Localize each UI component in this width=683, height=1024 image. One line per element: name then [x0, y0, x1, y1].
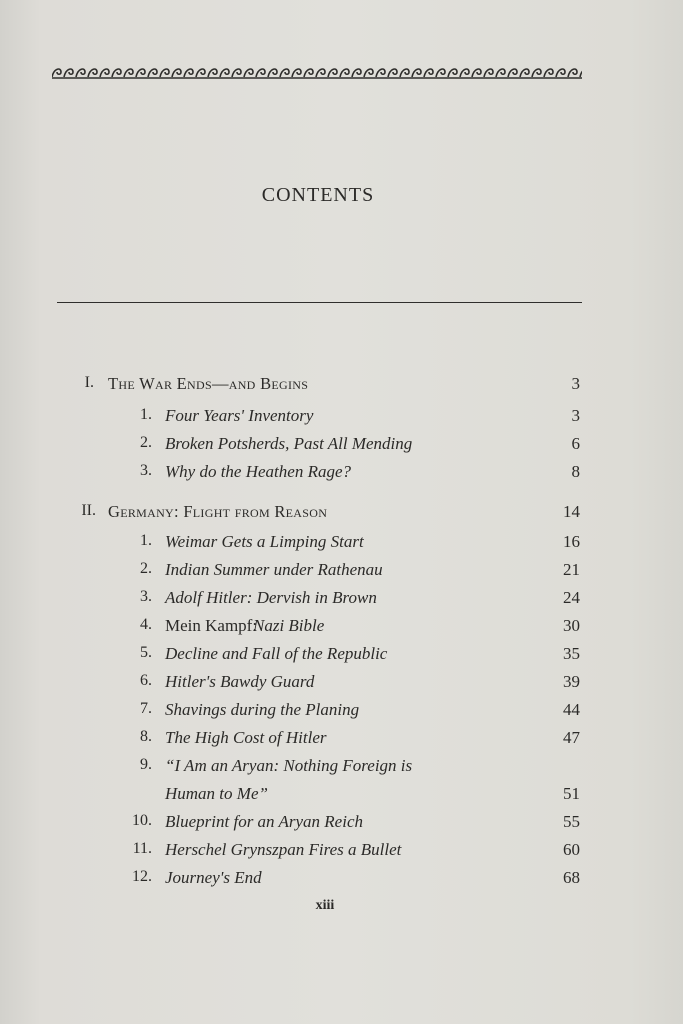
page-number: 30 [563, 616, 580, 635]
toc-chapter-entry-continued [0, 784, 683, 812]
chapter-number: 8. [140, 728, 152, 745]
toc-part-entry [0, 374, 683, 402]
decorative-border-ornament [52, 64, 582, 82]
page-number: 3 [571, 406, 580, 425]
chapter-number: 9. [140, 756, 152, 773]
chapter-number: 11. [132, 840, 152, 857]
chapter-number: 1. [140, 406, 152, 423]
page-number: 60 [563, 840, 580, 859]
page-number: 16 [563, 532, 580, 551]
page-number: 47 [563, 728, 580, 747]
chapter-number: 1. [140, 532, 152, 549]
chapter-title: Shavings during the Planing [165, 700, 360, 719]
toc-chapter-entry [0, 616, 683, 644]
chapter-title: Nazi Bible [253, 616, 325, 635]
part-title: The War Ends—and Begins [108, 374, 309, 393]
toc-chapter-entry [0, 672, 683, 700]
page-number: 51 [563, 784, 580, 803]
chapter-number: 3. [140, 462, 152, 479]
chapter-number: 7. [140, 700, 152, 717]
toc-chapter-entry [0, 840, 683, 868]
toc-chapter-entry [0, 560, 683, 588]
page-number: 68 [563, 868, 580, 887]
page-number: 24 [563, 588, 580, 607]
page-number: 35 [563, 644, 580, 663]
chapter-title-continued: Human to Me” [165, 784, 268, 803]
chapter-title-roman: Mein Kampf: [165, 616, 258, 635]
page-folio: xiii [315, 898, 335, 913]
page-title: CONTENTS [261, 184, 375, 206]
chapter-title: Decline and Fall of the Republic [165, 644, 388, 663]
chapter-number: 6. [140, 672, 152, 689]
chapter-title: Weimar Gets a Limping Start [165, 532, 364, 551]
toc-chapter-entry [0, 434, 683, 462]
page-number: 14 [563, 502, 580, 521]
toc-chapter-entry [0, 868, 683, 896]
chapter-title: Herschel Grynszpan Fires a Bullet [165, 840, 402, 859]
chapter-title: Indian Summer under Rathenau [165, 560, 383, 579]
chapter-number: 2. [140, 434, 152, 451]
toc-chapter-entry [0, 812, 683, 840]
page-number: 3 [571, 374, 580, 393]
toc-part-entry [0, 502, 683, 530]
page-number: 8 [571, 462, 580, 481]
chapter-title: “I Am an Aryan: Nothing Foreign is [165, 756, 413, 775]
part-title: Germany: Flight from Reason [108, 502, 328, 521]
part-number: II. [81, 502, 96, 519]
toc-chapter-entry [0, 532, 683, 560]
toc-chapter-entry [0, 756, 683, 784]
chapter-title: Blueprint for an Aryan Reich [165, 812, 363, 831]
chapter-title: Hitler's Bawdy Guard [165, 672, 315, 691]
chapter-number: 2. [140, 560, 152, 577]
chapter-number: 4. [140, 616, 152, 633]
toc-chapter-entry [0, 588, 683, 616]
chapter-number: 12. [132, 868, 152, 885]
toc-chapter-entry [0, 728, 683, 756]
page-number: 6 [571, 434, 580, 453]
page-number: 21 [563, 560, 580, 579]
toc-chapter-entry [0, 700, 683, 728]
chapter-title: Why do the Heathen Rage? [165, 462, 351, 481]
toc-chapter-entry [0, 644, 683, 672]
part-number: I. [84, 374, 94, 391]
page-number: 44 [563, 700, 580, 719]
page-number: 39 [563, 672, 580, 691]
chapter-number: 3. [140, 588, 152, 605]
chapter-title: Broken Potsherds, Past All Mending [165, 434, 413, 453]
toc-chapter-entry [0, 406, 683, 434]
chapter-title: Journey's End [165, 868, 262, 887]
chapter-title: The High Cost of Hitler [165, 728, 327, 747]
page-number: 55 [563, 812, 580, 831]
chapter-title: Four Years' Inventory [165, 406, 314, 425]
chapter-number: 5. [140, 644, 152, 661]
chapter-title: Adolf Hitler: Dervish in Brown [165, 588, 377, 607]
chapter-number: 10. [132, 812, 152, 829]
divider-rule [57, 302, 582, 303]
toc-chapter-entry [0, 462, 683, 490]
